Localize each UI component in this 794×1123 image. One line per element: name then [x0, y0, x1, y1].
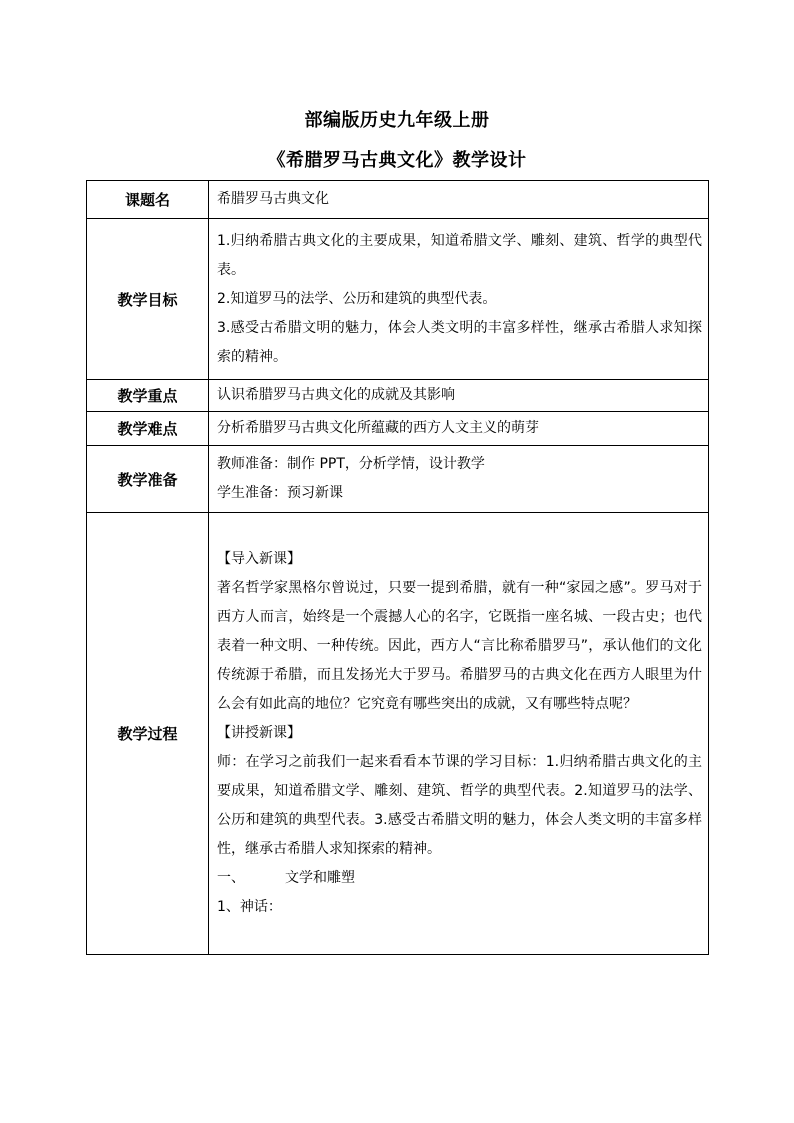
lecture-heading: 【讲授新课】 [217, 725, 301, 741]
goal-item: 3.感受古希腊文明的魅力，体会人类文明的丰富多样性，继承古希腊人求知探索的精神。 [217, 319, 702, 365]
section-title: 文学和雕塑 [285, 870, 355, 886]
section-heading [217, 864, 702, 893]
key-points-value: 认识希腊罗马古典文化的成就及其影响 [209, 380, 709, 412]
subsection-heading: 1、神话： [217, 899, 282, 915]
intro-text: 著名哲学家黑格尔曾说过，只要一提到希腊，就有一种“家园之感”。罗马对于西方人而言，始终是一个震撼人心的名字，它既指一座名城、一段古史；也代表着一种文明、一种传统。因此，西方人“言比称希腊罗马”，承认他们的文化传统源于希腊，而且发扬光大于罗马。希腊罗马的古典文化在西方人眼里为什么会有如此高的地位？它究竟有哪些突出的成就，又有哪些特点呢？ [217, 580, 702, 712]
lecture-text: 师：在学习之前我们一起来看看本节课的学习目标：1.归纳希腊古典文化的主要成果，知道希腊文学、雕刻、建筑、哲学的典型代表。2.知道罗马的法学、公历和建筑的典型代表。3.感受古希腊文明的魅力，体会人类文明的丰富多样性，继承古希腊人求知探索的精神。 [217, 754, 702, 857]
teacher-preparation: 教师准备：制作 PPT，分析学情，设计教学 [217, 456, 485, 472]
goal-item: 1.归纳希腊古典文化的主要成果，知道希腊文学、雕刻、建筑、哲学的典型代表。 [217, 232, 702, 278]
table-row-preparation [87, 446, 709, 513]
process-label: 教学过程 [87, 513, 209, 955]
process-content [209, 513, 709, 955]
topic-label: 课题名 [87, 181, 209, 219]
goals-content [209, 219, 709, 380]
table-row-key-points [87, 380, 709, 412]
difficulties-label: 教学难点 [87, 412, 209, 446]
table-row-process [87, 513, 709, 955]
preparation-label: 教学准备 [87, 446, 209, 513]
table-row-goals [87, 219, 709, 380]
lesson-plan-table [86, 180, 709, 955]
topic-value: 希腊罗马古典文化 [209, 181, 709, 219]
goal-item: 2.知道罗马的法学、公历和建筑的典型代表。 [217, 290, 497, 307]
key-points-label: 教学重点 [87, 380, 209, 412]
section-number: 一、 [217, 870, 245, 886]
document-title: 部编版历史九年级上册 [304, 110, 490, 131]
difficulties-value: 分析希腊罗马古典文化所蕴藏的西方人文主义的萌芽 [209, 412, 709, 446]
preparation-content [209, 446, 709, 513]
document-subtitle: 《希腊罗马古典文化》教学设计 [267, 150, 527, 171]
table-row-topic [87, 181, 709, 219]
goals-label: 教学目标 [87, 219, 209, 380]
intro-heading: 【导入新课】 [217, 551, 301, 567]
student-preparation: 学生准备：预习新课 [217, 485, 343, 501]
table-row-difficulties [87, 412, 709, 446]
